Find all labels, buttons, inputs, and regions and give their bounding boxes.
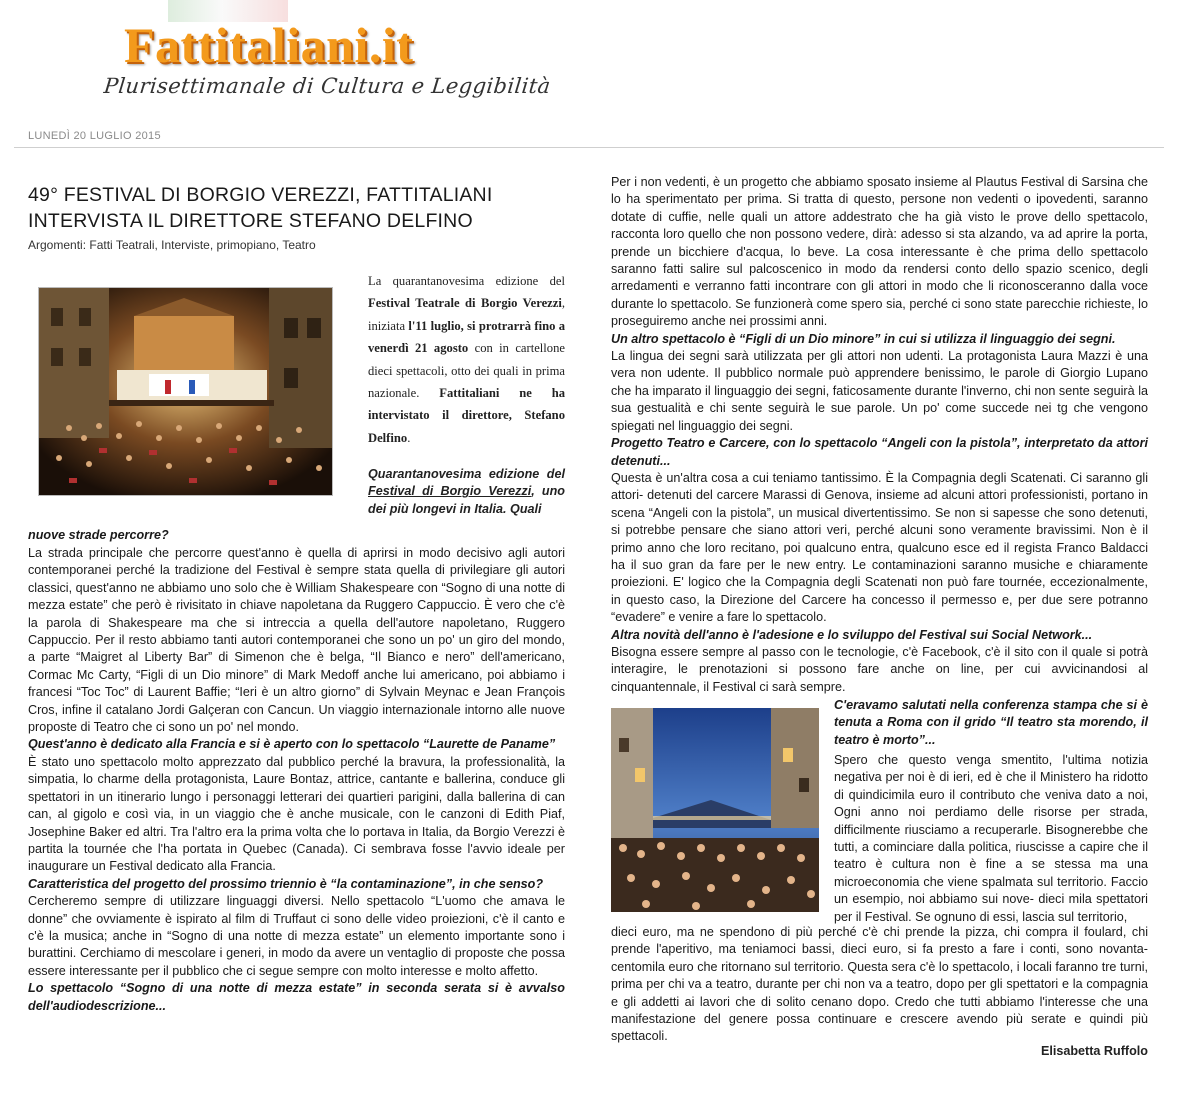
article-column-right [611,174,1148,696]
theatre-square-photo [38,287,333,496]
question-1-text-b: , uno dei più longevi in Italia. Quali [368,484,565,516]
question-1 [368,466,565,518]
question-2: Quest'anno è dedicato alla Francia e si è aperto con lo spettacolo “Laurette de Paname” [28,737,556,752]
answer-4: Per i non vedenti, è un progetto che abbiamo sposato insieme al Plautus Festival di Sarsina che lo ha sperimentato per prima. Si tratta di questo, persone non vedenti o ipovedenti, saranno dotate di cuffie, nelle quali un attore addestrato che ha già visto le prove dello spettacolo, racconta loro quello che non possono vedere, dirà: adesso si sta alzando, va ad aprire la porta, prende un bicchiere d'acqua, lo beve. La cosa interessante è che prima dello spettacolo saranno fatti salire sul palcoscenico in modo da rendersi conto dello spazio scenico, degli arredamenti e verranno fatti incontrare con gli attori in modo che li riconosceranno dalla voce durante lo spettacolo. Se funzionerà come spero sia, perché ci sono state parecchie richieste, lo proseguiremo anche nei prossimi anni. [611,175,1148,329]
question-6: Progetto Teatro e Carcere, con lo spettacolo “Angeli con la pistola”, interpretato da attori detenuti... [611,436,1148,468]
article-column-left [28,545,565,1015]
question-1-text-a: Quarantanovesima edizione del [368,467,565,481]
question-8: C'eravamo salutati nella conferenza stampa che si è tenuta a Roma con il grido “Il teatro sta morendo, il teatro è morto”... [834,698,1148,747]
article-author: Elisabetta Ruffolo [1040,1044,1148,1058]
answer-5: La lingua dei segni sarà utilizzata per gli attori non udenti. La protagonista Laura Mazzi è una vera non udente. Il pubblico normale può apprendere benissimo, le parole di Giorgio Lupano che ha imparato il linguaggio dei segni, faticosamente durante l'inverno, chi non sente seguirà la sua gestualità e chi sente seguirà le sue parole. Un po' come succede nei tg che vengono spiegati nel linguaggio dei segni. [611,349,1148,433]
article-intro [368,270,565,449]
site-logo-tagline: Plurisettimanale di Cultura e Leggibilità [102,74,552,98]
festival-link[interactable]: Festival di Borgio Verezzi [368,484,532,499]
answer-7: Bisogna essere sempre al passo con le tecnologie, c'è Facebook, c'è il sito con il quale si potrà interagire, le prenotazioni si possono fare anche on line, per cui avvicinandosi al cinquantennale, il Festival ci sarà sempre. [611,644,1148,694]
audience-dusk-photo [611,708,819,912]
intro-text-3: con in cartellone dieci spettacoli, otto dei quali in prima nazionale. [368,341,565,401]
article-title: 49° FESTIVAL DI BORGIO VEREZZI, FATTITALIANI INTERVISTA IL DIRETTORE STEFANO DELFINO [28,184,493,232]
answer-6: Questa è un'altra cosa a cui teniamo tantissimo. È la Compagnia degli Scatenati. Ci saranno gli attori- detenuti del carcere Marassi di Genova, insieme ad alcuni attori professionisti, portano in scena “Angeli con la pistola”, un musical divertentissimo. Se non si sapesse che sono detenuti, si potrebbe pensare che siano attori veri, perché alcuni sono veramente bravissimi. Non è il primo anno che loro recitano, poi qualcuno entra, qualcuno esce ed il regista Franco Baldacci ha il suo gran da fare per le new entry. Le contaminazioni saranno musiche e chiaramente proiezioni. E' logico che la Compagnia degli Scatenati non può fare tournée, eccezionalmente, in questo caso, la Direzione del Carcere ha concesso il permesso e, per due sere potranno “evadere” e venire a fare lo spettacolo. [611,470,1148,625]
intro-text-1: La quarantanovesima edizione del [368,274,565,288]
question-1-tail: nuove strade percorre? [28,528,169,542]
intro-interview: Fattitaliani ne ha intervistato il direttore, Stefano Delfino [368,386,566,445]
answer-3: Cercheremo sempre di utilizzare linguaggi diversi. Nello spettacolo “L'uomo che amava le donne” che ovviamente è ispirato al film di Truffaut ci sono delle video proiezioni, c'è il canto e c'è la musica; anche in “Sogno di una notte di mezza estate” un elemento importante sono i burattini. Cerchiamo di mescolare i generi, in modo da avere un ventaglio di proposte che possa essere interessante per il pubblico che ci segue sempre con molto interesse e molto affetto. [28,894,565,978]
question-5: Un altro spettacolo è “Figli di un Dio minore” in cui si utilizza il linguaggio dei segni. [611,331,1116,346]
answer-8-part-2: dieci euro, ma ne spendono di più perché c'è chi prende la pizza, chi compra il foulard, chi prende l'aperitivo, ma teniamoci bassi, dieci euro, si fa presto a fare i conti, sono novanta-centomila euro che ritornano sul territorio. Questa sera c'è lo spettacolo, i locali faranno tre turni, prima per chi va a teatro, durante per chi non va a teatro, dopo per gli spettatori e la compagnia e gli addetti ai lavori che di solito cenano dopo. Credo che tutti abbiamo l'interesse che una manifestazione del genere possa continuare e crescere avendo più serate e quindi più spettacoli. [611,925,1148,1044]
answer-1: La strada principale che percorre quest'anno è quella di aprirsi in modo decisivo agli autori contemporanei perché la tradizione del Festival è sempre stata quella di privilegiare gli autori classici, quest'anno ne abbiamo uno solo che è William Shakespeare con “Sogno di una notte di mezza estate” che però è rivisitato in chiave napoletana da Ruggero Cappuccio. È vero che c'è la parola di Shakespeare ma che si intreccia a quella dell'autore napoletano, Ruggero Cappuccio. Per il resto abbiamo tanti autori contemporanei che sono un po' un giro del mondo, a parte “Maigret al Liberty Bar” di Simenon che è belga, “Il Bianco e nero” dell'americano, Cormac Mc Carty, “Figli di un Dio minore” di Mark Medoff anche lui americano, poi abbiamo i francesi “Toc Toc” di Laurent Baffie; “Ieri è un altro giorno” di Sylvain Meynac e Jean François Cros, infine il catalano Jordi Galçeran con Cancun. Un viaggio internazionale intorno alle nuove proposte di Teatro che ci sono un po' nel mondo. [28,546,565,735]
header-divider [14,147,1164,148]
site-logo-title[interactable]: Fattitaliani.it [124,17,414,73]
question-4: Lo spettacolo “Sogno di una notte di mezza estate” in seconda serata si è avvalso dell'audiodescrizione... [28,981,565,1013]
answer-2: È stato uno spettacolo molto apprezzato dal pubblico perché la bravura, la professionalità, la simpatia, lo charme della protagonista, Laure Bontaz, attrice, cantante e ballerina, conduce gli spettatori in un itinerario lungo i personaggi letterari dei quartieri parigini, dalla ballerina di can can, al gigolo e così via, in un viaggio che è anche musicale, con le canzoni di Edith Piaf, Josephine Baker ed altri. Tra l'altro era la prima volta che lo portava in Italia, da Borgio Verezzi è partita la tournée che l'ha portata in Quebec (Canada). Ci sembrava fosse l'avvio ideale per inaugurare un Festival dedicato alla Francia. [28,754,565,874]
answer-8-part-1: Spero che questo venga smentito, l'ultima notizia negativa per noi è di ieri, ed è che il Ministero ha ridotto di quindicimila euro il contributo che veniva dato a noi, Ogni anno noi perdiamo delle risorse per strada, difficilmente riusciamo a recuperarle. Bisognerebbe che tutti, a cominciare dalla politica, riuscisse a capire che il teatro è cultura non è fine a se stessa ma una microeconomia che viene spalmata sul territorio. Faccio un esempio, noi abbiamo sui nove- dieci mila spettatori per il Festival. Se ognuno di essi, lascia sul territorio, [834,753,1148,924]
question-7: Altra novità dell'anno è l'adesione e lo sviluppo del Festival sui Social Network... [611,627,1093,642]
question-3: Caratteristica del progetto del prossimo triennio è “la contaminazione”, in che senso? [28,876,544,891]
publication-date: LUNEDÌ 20 LUGLIO 2015 [28,130,161,142]
article-topics: Argomenti: Fatti Teatrali, Interviste, primopiano, Teatro [28,238,316,252]
intro-dates: l'11 luglio, si protrarrà fino a venerdì 21 agosto [368,318,565,356]
intro-text-4: . [407,430,411,445]
intro-text-2: , iniziata [368,296,565,333]
intro-festival-name: Festival Teatrale di Borgio Verezzi [368,296,562,311]
